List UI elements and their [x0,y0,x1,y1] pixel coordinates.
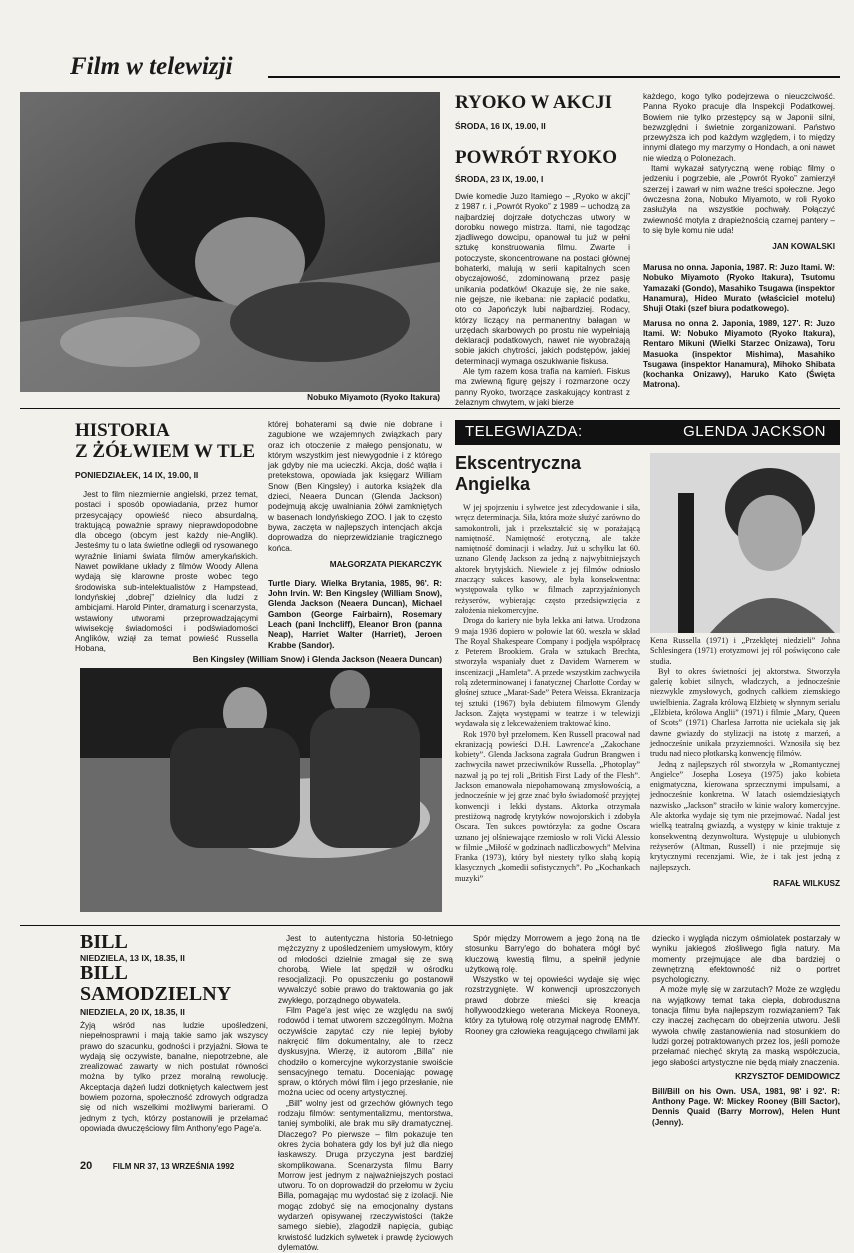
bill-body-h: A może mylę się w zarzutach? Może ze względu na wyjątkowy temat taka ciepła, dobroduszna tonacja filmu była najlepszym rozwiązaniem? Tak czy inaczej zachęcam do obejrzenia utworu. Jeśli wywoła chwilę zastanowienia nad stosunkiem do ludzi gorzej potraktowanych przez los, jeśli pomoże przełamać niechęć skrytą za maską współczucia, jego słabości artystyczne nie będą miały znaczenia. [652,985,840,1067]
telegwiazda-banner-left: TELEGWIAZDA: [465,423,583,440]
page-number: 20 [80,1160,93,1172]
bill-body-b: Jest to autentyczna historia 50-letniego mężczyzny z upośledzeniem umysłowym, który od młodości dzielnie zmagał się ze swą chorobą. Wiele lat spędził w ośrodku resocjalizacji. Po opuszczeniu go postanowił wywalczyć sobie prawo do traktowania go jak zwykłego, porządnego obywatela. [278,934,453,1005]
bill-title-1: BILL [80,931,128,953]
bill-title-2: BILL [80,962,128,984]
ryoko-title-2: POWRÓT RYOKO [455,147,618,168]
telegwiazda-col1 [455,453,640,884]
historia-body-a: Jest to film niezmiernie angielski, przez temat, postaci i sposób opowiadania, przez humor przesycający opowieść nieco absurdalną, traktującą poważnie sprawy nieprawdopodobne dla obcego (obcym jest każdy nie-Anglik). Jesteśmy tu o lata świetlne odległi od rysowanego wyraźnie liniami świata filmów amerykańskich. Nawet powikłane układy z filmów Woody Allena wydają się klarowne proste wobec tego środowiska sub-intelektualistów z Hampstead, londyńskiej „dobrej” dzielnicy dla ludzi z ambicjami. Harold Pinter, dramaturg i scenarzysta, wstawiony utworami przeprowadzającymi wiwisekcję świadomości i podświadomości Anglików, wziął za temat powieść Russella Hobana, [75,490,258,654]
telegwiazda-title-2: Angielka [455,474,531,494]
ryoko-photo-caption: Nobuko Miyamoto (Ryoko Itakura) [307,393,440,402]
historia-credits: Turtle Diary. Wielka Brytania, 1985, 96'. R: John Irvin. W: Ben Kingsley (William Snow), Glenda Jackson (Neaera Duncan), Michael Gambon (George Fairbairn), Rosemary Leach (pani Inchcliff), Eleanor Bron (panna Neap), Harriet Walter (Harriet), Jeroen Krabbe (Sandor). [268,578,442,650]
telegwiazda-title-1: Ekscentryczna [455,453,582,473]
ryoko-col2 [643,92,835,391]
bill-section-rule [20,925,840,926]
ryoko-body-d: Itami wykazał satyryczną wenę robiąc filmy o jedzeniu i pogrzebie, ale „Powrót Ryoko” zamierzył szerzej i zawarł w nim ważne treści społeczne. Jego ówczesna żona, Nobuko Miyamoto, w roli Ryoko zasłużyła na wszystkie pochwały. Połączyć zwiewność motyla z drapieżnością czarnej pantery – to się byle komu nie uda! [643,164,835,235]
telegwiazda-body-a: W jej spojrzeniu i sylwetce jest zdecydowanie i siła, wręcz determinacja. Siła, która może służyć zarówno do samokontroli, jak i przekształcić się w porażającą namiętność. Namiętność erotyczną, ale także namiętność dominacji i władzy. Już u schyłku lat 60. uznano Glendę Jackson za jedną z najwybitniejszych aktorek brytyjskich. Niewiele z jej filmów odniosło znaczący sukces kasowy, ale była konsekwentna: występowała tylko w filmach zaprzyjaźnionych reżyserów, wybierając często przedsięwzięcia z założenia niekomercyjne. [455,503,640,615]
bill-date-1: NIEDZIELA, 13 IX, 18.35, II [80,953,185,963]
bill-body-d: „Bill” wolny jest od grzechów głównych tego rodzaju filmów: sentymentalizmu, mentorstwa, taniej symboliki, ale brak mu siły dramatycznej. Dlaczego? Po pierwsze – film pokazuje ten okres życia bohatera gdy los był już dla niego łaskawszy. Druga przyczyna jest bardziej skomplikowana. Scenarzysta filmu Barry Morrow jest jednym z najważniejszych postaci utworu. To on doprowadził do przełomu w życiu Billa, pomagając mu wydostać się z izolacji. Nie mogąc zdobyć się na emocjonalny dystans wydarzeń opisywanej rzeczywistości (także samego siebie), zlagodził napięcia, gubiąc krwistość ludzkich sylwetek i prawdę życiowych dylematów. [278,1098,453,1252]
bill-body-a: Żyją wśród nas ludzie upośledzeni, niepełnosprawni i mają takie samo jak wszyscy prawo do szacunku, godności i przyjaźni. Słowa te wydają się oczywiste, banalne, niepotrzebne, ale zrealizować zawarty w nich postulat równości można by tylko przez moralną rewolucję. Akceptacja dążeń ludzi dotkniętych kalectwem jest bowiem pozorna, społeczność zdrowych odgradza się od nich wszelkimi możliwymi barierami. O jednym z tych, którzy postanowili je przełamać opowiada dwuczęściowy film Anthony'ego Page'a. [80,1021,268,1133]
bill-title-3: SAMODZIELNY [80,983,232,1005]
bill-signature: KRZYSZTOF DEMIDOWICZ [735,1071,840,1081]
ryoko-body-c: każdego, kogo tylko podejrzewa o nieuczciwość. Panna Ryoko pracuje dla Inspekcji Podatkowej. Bowiem nie tylko przestępcy są w Japonii silni, bezwzględni i świetnie zorganizowani. Państwo przewyższa ich pod każdym względem, i to między innymi dlatego my marzymy o Hondach, a oni nawet nie wiedzą o Polonezach. [643,92,835,163]
historia-photo-caption: Ben Kingsley (William Snow) i Glenda Jackson (Neaera Duncan) [192,655,442,664]
bill-body-g: dziecko i wygląda niczym ośmiolatek postarzały w wyniku jakiegoś złośliwego figla natury. Ma momenty przejmujące ale dba bardziej o zewnętrzną efektowność niż o portret psychologiczny. [652,934,840,985]
glenda-photo [650,453,840,633]
ryoko-title-1: RYOKO W AKCJI [455,92,612,113]
ryoko-date-1: ŚRODA, 16 IX, 19.00, II [455,121,546,131]
ryoko-body-a: Dwie komedie Juzo Itamiego – „Ryoko w akcji” z 1987 r. i „Powrót Ryoko” z 1989 – uchodzą za najbardziej dojrzałe dotychczas utwory w dorobku nowego mistrza. Itami, nie tagodząc zjadliwego dowcipu, opanował tu już w pełni sztukę konstruowania filmu. Zwarte i potoczyste, skoncentrowane na postaci głównej bohaterki, malują w serii kapitalnych scen obyczajowość, zdominowaną przez pasję unikania podatków! Okazuje się, że nie sake, nie gejsze, nie ikebana: nie zapłacić podatku, oto co Japończyk lubi najbardziej. Rodacy, którzy liczący na permanentny bałagan w urzędach skarbowych po prostu nie wypełniają deklaracji podatkowych, nawet nie wyobrażają sobie jakich chytrości, jakich podstępów, jakiej determinacji wymaga oszukiwanie fiskusa. [455,192,630,366]
historia-body-b: której bohaterami są dwie nie dobrane i zagubione we wzajemnych związkach pary oraz ich otoczenie z małego pensjonatu, w którym wszystkim jest niewygodnie i z którego jak gdyby nie ma ucieczki. Akcja, dość wątła i pretekstowa, opowiada jak księgarz William Snow (Ben Kingsley) i autorka książek dla dzieci, Neaera Duncan (Glenda Jackson) podejmują akcję uwalniania żółwi zamkniętych w basenach londyńskiego ZOO. I jak to często bywa, zaczęta w najlepszych intencjach akcja doprowadza do nieprzewidzianie tragicznego końca. [268,420,442,553]
ryoko-body-b: Ale tym razem kosa trafia na kamień. Fiskus ma zwiewną figurę gejszy i rozmarzone oczy panny Ryoko, tworzące zaskakujący kontrast z żelaznym chwytem, w jaki bierze [455,367,630,407]
historia-title-2: Z ŻÓŁWIEM W TLE [75,441,256,462]
bill-col1 [80,932,268,1134]
historia-col2 [268,420,442,651]
page-footer [80,1156,480,1174]
telegwiazda-signature: RAFAŁ WILKUSZ [773,878,840,888]
bill-body-c: Film Page'a jest więc ze względu na swój rodowód i temat utworem szczególnym. Można oczywiście zapytać czy nie lepiej byłoby nakręcić film dokumentalny, ale to rzecz dyskusyjna. Wierzę, iż autorom „Billa” nie chodziło o komercyjne wykorzystanie swoiście sensacyjnego tematu. Doceniając powagę spraw, o których mówi film i jego przesłanie, nie można uciec od oceny artystycznej. [278,1006,453,1098]
historia-date: PONIEDZIAŁEK, 14 IX, 19.00, II [75,470,199,480]
bill-body-e: Spór między Morrowem a jego żoną na tle stosunku Barry'ego do bohatera mógł być kluczową kwestią filmu, a spełnił jedynie użytkową rolę. [465,934,640,974]
ryoko-col1 [455,92,630,408]
historia-photo [80,668,442,912]
telegwiazda-body-f: Jedną z najlepszych ról stworzyła w „Romantycznej Angielce” Josepha Loseya (1975) jako kobieta enigmatyczna, kierowana sprzecznymi impulsami, a jednocześnie konkretna. W latach osiemdziesiątych nazwisko „Jackson” straciło w kinie walory komercyjne. Ale aktorka wydaje się tym nie przejmować. Nadal jest wielką teatralną gwiazdą, a występy w kinie traktuje z konsekwentną dezynwoltura. Występuje u ulubionych reżyserów (Altman, Russell) i nie przejmuje się krytycznymi recenzjami. Wie, że i tak jest jedną z najlepszych. [650,759,840,872]
telegwiazda-banner-right: GLENDA JACKSON [683,423,826,440]
ryoko-signature: JAN KOWALSKI [772,242,835,252]
historia-col1 [75,420,258,655]
glenda-photo-image [650,453,840,633]
telegwiazda-body-e: Był to okres świetności jej aktorstwa. Stworzyła galerię kobiet silnych, władczych, a jednocześnie niezwykle zmysłowych, godnych całkiem ziemskiego uwielbienia. Zagrała królową Elżbietę w słynnym serialu „Elżbieta, królowa Anglii” (1971) i filmie „Mary, Queen of Scots” (1971) Charlesa Jarrotta nie uciekała się jak dawne gwiazdy do stylizacji na istotę z marzeń, a jednocześnie unikała przyziemności. Wznosiła się bez trudu nad nieco płotkarską konwencję filmów. [650,666,840,759]
issue-info: FILM NR 37, 13 WRZEŚNIA 1992 [112,1162,235,1171]
ryoko-photo [20,92,440,392]
historia-title-1: HISTORIA [75,420,170,441]
telegwiazda-body-d: Kena Russella (1971) i „Przeklętej niedzieli” Johna Schlesingera (1971) erotyzmowi jej ról poświęcono całe studia. [650,636,840,666]
header-rule [268,76,840,78]
ryoko-credits-2: Marusa no onna 2. Japonia, 1989, 127'. R: Juzo Itami. W: Nobuko Miyamoto (Ryoko Itakura), Rentaro Mikuni (Wielki Starzec Onizawa), Toru Masuoka (inspektor Mishima), Masahiko Tsugawa (inspektor Hanamura), Mihoko Shibata (kochanka Onizawy), Haruko Kato (Święta Matrona). [643,318,835,390]
ryoko-date-2: ŚRODA, 23 IX, 19.00, I [455,174,544,184]
bill-col4 [652,934,840,1128]
bill-body-f: Wszystko w tej opowieści wydaje się więc rozstrzygnięte. W konwencji uproszczonych prawd dobrze mieści się kreacja hollywoodzkiego weterana Mickeya Rooneya, który za tytułową rolę otrzymał nagrodę EMMY. Rooney gra człowieka reagującego chwilami jak [465,975,640,1036]
telegwiazda-banner [455,420,840,445]
top-section-rule [20,408,840,409]
telegwiazda-body-b: Droga do kariery nie była lekka ani łatwa. Urodzona 9 maja 1936 dopiero w połowie lat 60. weszła w skład The Royal Shakespeare Company i podjęła współpracę z Peterem Brookiem. Grała w sztukach Brechta, stworzyła wspaniały duet z Davidem Warnerem w inscenizacji „Hamleta”. A przede wszystkim zachwyciła rolą zdeterminowanej i fanatycznej Charlotte Corday w głośnej sztuce „Marat-Sade” Petera Weissa. Ekranizacja tej sztuki (1967) była debiutem filmowym Glendy Jackson. Zajęta występami w teatrze i w telewizji wydawała się z lekceważeniem traktować kino. [455,616,640,729]
telegwiazda-col2 [650,636,840,888]
historia-photo-image [80,668,442,912]
bill-col2 [278,934,453,1253]
bill-credits: Bill/Bill on his Own. USA, 1981, 98' i 92'. R: Anthony Page. W: Mickey Rooney (Bill Sactor), Dennis Quaid (Barry Morrow), Helen Hunt (Jenny). [652,1086,840,1127]
section-title: Film w telewizji [70,53,233,80]
telegwiazda-body-c: Rok 1970 był przełomem. Ken Russell pracował nad ekranizacją powieści D.H. Lawrence'a „Zakochane kobiety”. Glenda Jacksona zagrała Gudrun Brangwen i zachwyciła nawet przeciwników Russella. „Photoplay” nazwał ją po tej roli „British First Lady of the Flesh”. Jackson emanowała niepohamowaną zmysłowością, a jednocześnie w jej grze znać było świadomość przyjętej konwencji i lekki dystans. Aktorka otrzymała prestiżową nagrodę krytyków nowojorskich i zdobyła Oscara. Ten sukces powtórzyła: za godne Oscara uznano jej olśniewające rzemiosło w roli Vicki Alessio w filmie „Miłość w godzinach nadliczbowych” Melvina Franka (1973), który był niestety tylko słabą kopią klasycznych „komedii sofistycznych”. Po „Kochankach muzyki” [455,729,640,883]
bill-date-2: NIEDZIELA, 20 IX, 18.35, II [80,1007,185,1017]
ryoko-photo-image [20,92,440,392]
historia-signature: MAŁGORZATA PIEKARCZYK [329,559,442,569]
bill-col3 [465,934,640,1037]
ryoko-credits-1: Marusa no onna. Japonia, 1987. R: Juzo Itami. W: Nobuko Miyamoto (Ryoko Itakura), Tsutomu Yamazaki (Gondo), Masahiko Tsugawa (inspektor Hanamura), Hideo Murato (właściciel motelu) Shuji Otaki (szef biura podatkowego). [643,263,835,314]
